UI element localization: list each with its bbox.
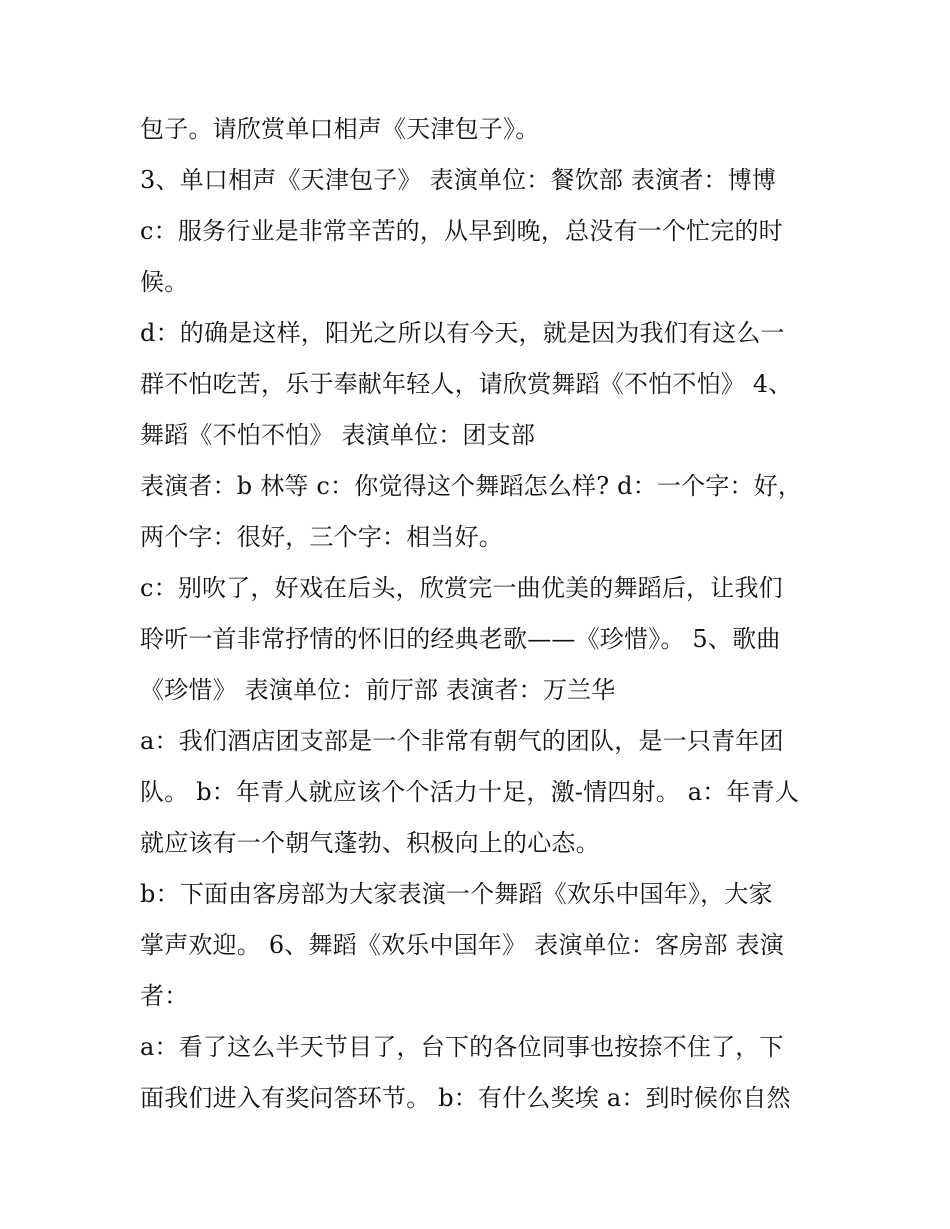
text-line: 面我们进入有奖问答环节。 b：有什么奖埃 a：到时候你自然 — [140, 1084, 791, 1112]
text-line: 包子。请欣赏单口相声《天津包子》。 — [140, 115, 540, 143]
text-line: 两个字：很好，三个字：相当好。 — [140, 523, 503, 551]
text-line: 就应该有一个朝气蓬勃、积极向上的心态。 — [140, 829, 600, 857]
text-line: 3、单口相声《天津包子》 表演单位：餐饮部 表演者：博博 — [140, 166, 777, 194]
text-line: d：的确是这样，阳光之所以有今天，就是因为我们有这么一 — [140, 319, 785, 347]
text-line: 候。 — [140, 268, 189, 296]
text-line: 表演者：b 林等 c：你觉得这个舞蹈怎么样? d：一个字：好， — [140, 472, 803, 500]
text-line: 队。 b：年青人就应该个个活力十足，激-情四射。 a：年青人 — [140, 778, 800, 806]
text-line: 舞蹈《不怕不怕》 表演单位：团支部 — [140, 421, 536, 449]
text-line: c：服务行业是非常辛苦的，从早到晚，总没有一个忙完的时 — [140, 217, 783, 245]
text-line: a：看了这么半天节目了，台下的各位同事也按捺不住了，下 — [140, 1033, 784, 1061]
text-line: a：我们酒店团支部是一个非常有朝气的团队，是一只青年团 — [140, 727, 784, 755]
text-line: 聆听一首非常抒情的怀旧的经典老歌——《珍惜》。 5、歌曲 — [140, 625, 781, 653]
text-line: 者： — [140, 982, 189, 1010]
text-line: 群不怕吃苦，乐于奉献年轻人，请欣赏舞蹈《不怕不怕》 4、 — [140, 370, 793, 398]
text-line: 《珍惜》 表演单位：前厅部 表演者：万兰华 — [140, 676, 616, 704]
text-line: b：下面由客房部为大家表演一个舞蹈《欢乐中国年》，大家 — [140, 880, 773, 908]
text-line: 掌声欢迎。 6、舞蹈《欢乐中国年》 表演单位：客房部 表演 — [140, 931, 784, 959]
text-line: c：别吹了，好戏在后头，欣赏完一曲优美的舞蹈后，让我们 — [140, 574, 783, 602]
